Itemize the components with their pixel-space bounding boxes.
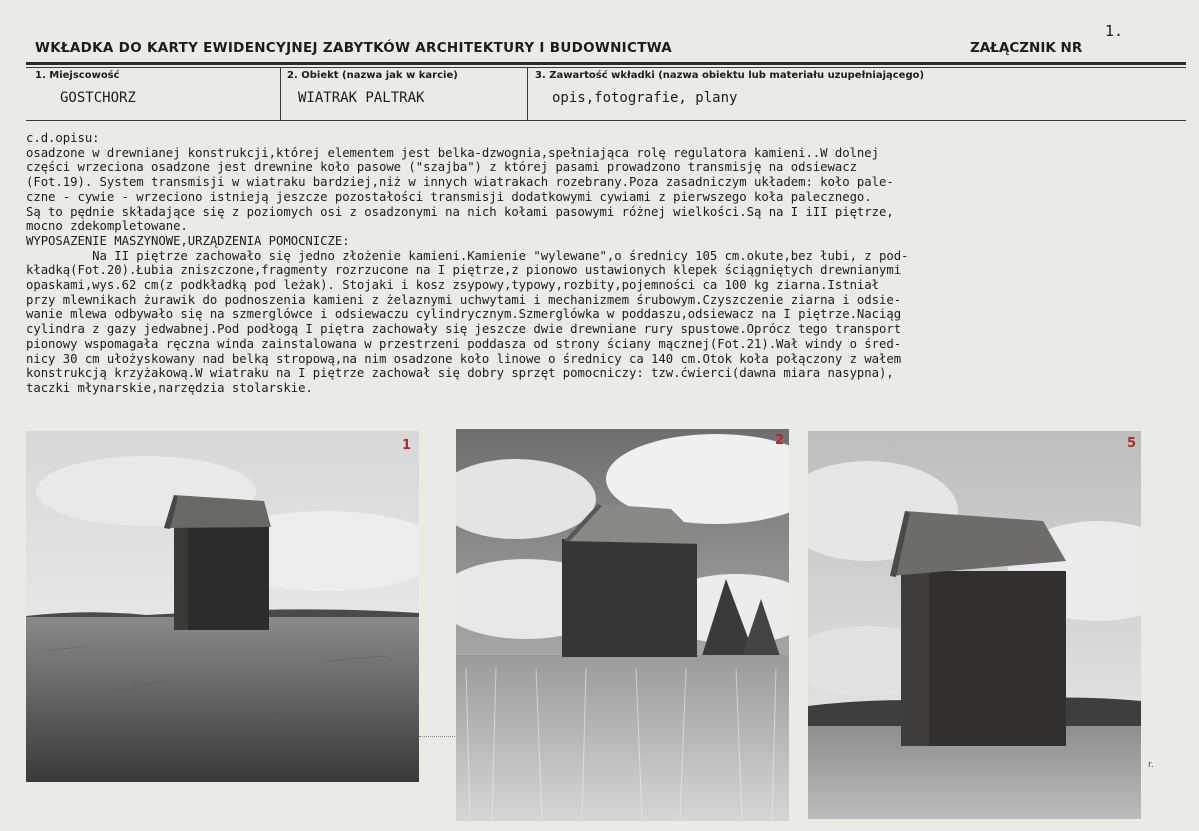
text-line: mocno zdekompletowane. bbox=[26, 219, 188, 234]
text-line: (Fot.19). System transmisji w wiatraku bardziej,niż w innych wiatrakach rozebrany.Poza zasadniczym układem: koło pale- bbox=[26, 175, 894, 190]
text-line: kładką(Fot.20).Łubia zniszczone,fragmenty rozrzucone na I piętrze,z pionowo ustawionych klepek ściągniętych drewnianymi bbox=[26, 263, 902, 278]
column-divider-2 bbox=[527, 68, 528, 120]
section-heading: WYPOSAZENIE MASZYNOWE,URZĄDZENIA POMOCNICZE: bbox=[26, 233, 350, 248]
text-line: nicy 30 cm ułożyskowany nad belką stropową,na nim osadzone koło linowe o średnicy ca 140 cm.Otok koła połączony z wałem bbox=[26, 351, 902, 366]
field-label-contents: 3. Zawartość wkładki (nazwa obiektu lub materiału uzupełniającego) bbox=[535, 70, 925, 81]
text-line: części wrzeciona osadzone jest drewnine koło pasowe ("szajba") z której pasami prowadzono transmisję na odsiewacz bbox=[26, 160, 857, 175]
text-line: c.d.opisu: bbox=[26, 131, 100, 145]
field-value-object: WIATRAK PALTRAK bbox=[298, 90, 425, 106]
field-label-locality: 1. Miejscowość bbox=[35, 70, 120, 81]
field-value-contents: opis,fotografie, plany bbox=[552, 90, 738, 106]
field-label-object: 2. Obiekt (nazwa jak w karcie) bbox=[287, 70, 458, 81]
photo-1-windmill bbox=[26, 431, 419, 782]
text-line: Na II piętrze zachowało się jedno złożenie kamieni.Kamienie "wylewane",o średnicy 105 cm.okute,bez łubi, z pod- bbox=[26, 248, 909, 263]
text-line: czne - cywie - wrzeciono istnieją jeszcze pozostałości transmisji dodatkowymi cywiami z pierwszego koła palecznego. bbox=[26, 189, 872, 204]
page-number: 1. bbox=[1105, 22, 1124, 40]
photo-2-windmill bbox=[456, 429, 789, 821]
text-line: taczki młynarskie,narzędzia stolarskie. bbox=[26, 380, 313, 395]
text-line: wanie mlewa odbywało się na szmerglówce i odsiewaczu cylindrycznym.Szmerglówka w poddaszu,odsiewacz na I piętrze.Naciąg bbox=[26, 307, 902, 322]
text-line: przy mlewnikach żurawik do podnoszenia kamieni z żelaznymi uchwytami i mechanizmem śrubowym.Czyszczenie ziarna i odsie- bbox=[26, 292, 902, 307]
text-line: pionowy wspomagała ręczna winda zainstalowana w przestrzeni poddasza od strony ściany mącznej(Fot.21).Wał windy o śred- bbox=[26, 336, 902, 351]
text-line: konstrukcją krzyżakową.W wiatraku na I piętrze zachował się dobry sprzęt pomocniczy: tzw.ćwierci(dawna miara nasypna), bbox=[26, 366, 894, 381]
text-line: opaskami,wys.62 cm(z podkładką pod leżak). Stojaki i kosz zsypowy,typowy,rozbity,pojemności ca 100 kg ziarna.Istniał bbox=[26, 278, 879, 293]
header-rule-top bbox=[26, 62, 1186, 65]
header-rule-mid bbox=[26, 67, 1186, 68]
dotted-connector bbox=[419, 736, 455, 737]
text-line: cylindra z gazy jedwabnej.Pod podłogą I piętra zachowały się jeszcze dwie drewniane rury spustowe.Oprócz tego transport bbox=[26, 322, 902, 337]
photo-2-number: 2 bbox=[775, 433, 785, 448]
column-divider-1 bbox=[280, 68, 281, 120]
text-line: Są to pędnie składające się z poziomych osi z osadzonymi na nich kołami pasowymi różnej wielkości.Są na I iII piętrze, bbox=[26, 204, 894, 219]
annex-label: ZAŁĄCZNIK NR bbox=[970, 40, 1083, 56]
photo-5-windmill bbox=[808, 431, 1141, 819]
photo-5-number: 5 bbox=[1127, 436, 1137, 451]
text-line: osadzone w drewnianej konstrukcji,której elementem jest belka-dzwognia,spełniająca rolę regulatora kamieni..W dolnej bbox=[26, 145, 879, 160]
typed-description bbox=[26, 131, 1196, 396]
margin-mark: r. bbox=[1148, 760, 1154, 770]
field-value-locality: GOSTCHORZ bbox=[60, 90, 136, 106]
photo-1-number: 1 bbox=[402, 438, 412, 453]
header-rule-bottom bbox=[26, 120, 1186, 121]
form-title: WKŁADKA DO KARTY EWIDENCYJNEJ ZABYTKÓW ARCHITEKTURY I BUDOWNICTWA bbox=[35, 40, 673, 56]
